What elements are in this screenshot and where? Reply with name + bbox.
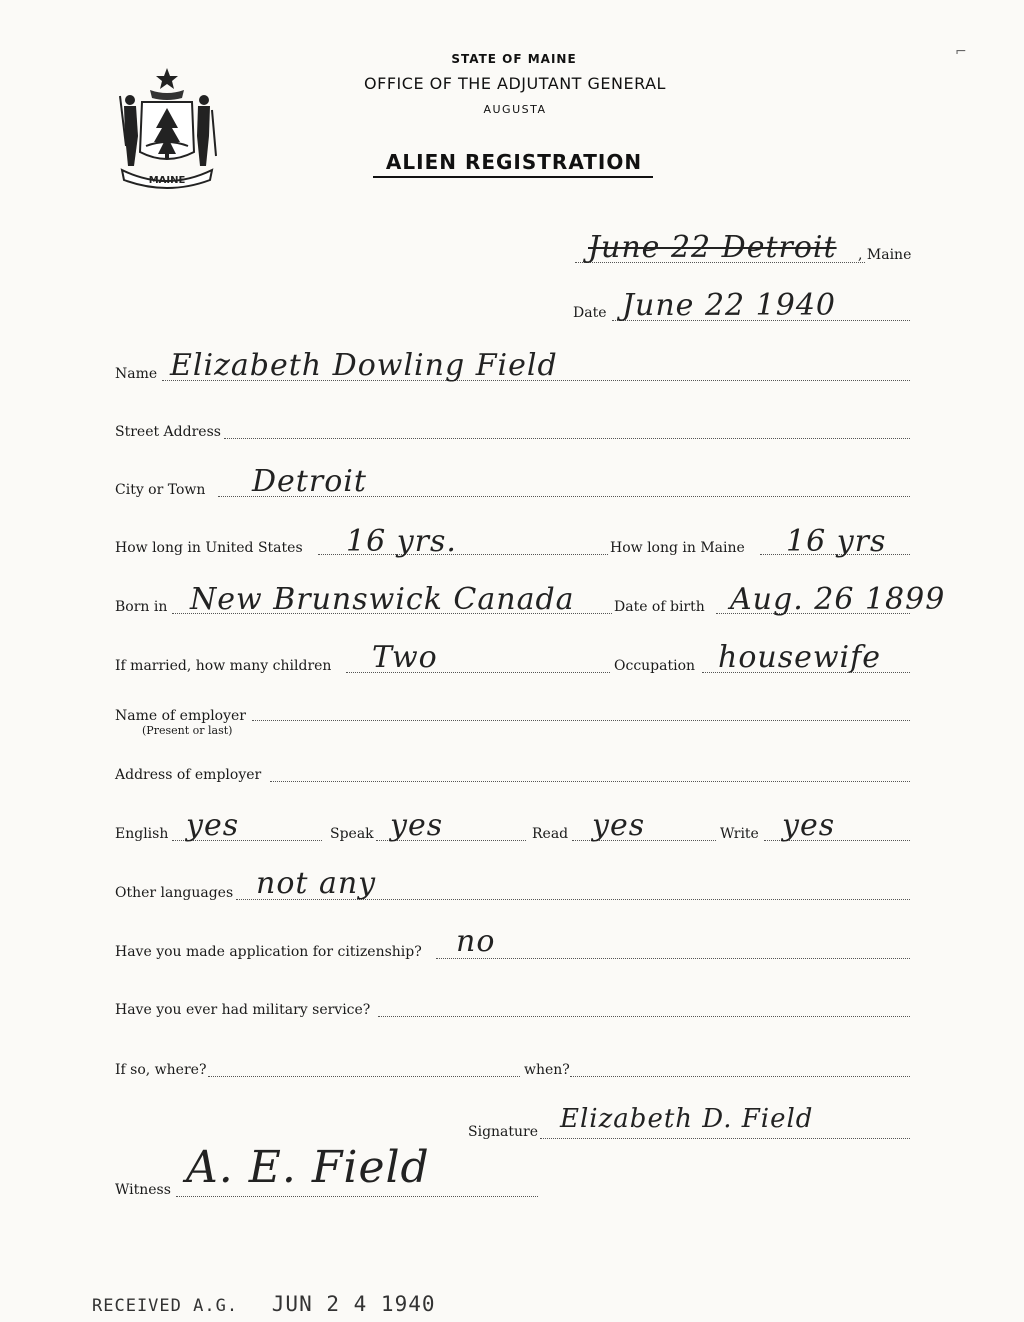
employer-line[interactable] [252,720,910,721]
witness-value[interactable]: A. E. Field [186,1142,430,1193]
employer-address-line[interactable] [270,781,910,782]
received-stamp [92,1292,436,1316]
when-line[interactable] [570,1076,910,1077]
citizenship-label: Have you made application for citizenship? [115,944,422,960]
write-label: Write [720,826,759,842]
other-languages-value[interactable]: not any [256,866,377,901]
maine-duration-value[interactable]: 16 yrs [786,524,887,559]
us-duration-label: How long in United States [115,540,303,556]
employer-address-label: Address of employer [115,767,262,783]
speak-label: Speak [330,826,374,842]
title-underline [373,176,653,178]
born-value[interactable]: New Brunswick Canada [190,582,575,617]
occupation-value[interactable]: housewife [718,640,881,675]
received-stamp-date: JUN 2 4 1940 [271,1292,436,1316]
dob-label: Date of birth [614,599,705,615]
maine-duration-label: How long in Maine [610,540,745,556]
state-heading: STATE OF MAINE [451,52,577,66]
where-label: If so, where? [115,1062,207,1078]
place-suffix: , Maine [858,247,912,263]
employer-label: Name of employer [115,708,246,724]
name-label: Name [115,366,158,382]
other-languages-label: Other languages [115,885,234,901]
children-value[interactable]: Two [372,640,438,675]
children-label: If married, how many children [115,658,332,674]
witness-label: Witness [115,1182,171,1198]
form-title: ALIEN REGISTRATION [385,150,643,174]
military-label: Have you ever had military service? [115,1002,371,1018]
citizenship-line [436,958,910,959]
seal-banner: MAINE [148,175,186,186]
received-stamp-text: RECEIVED A.G. [92,1296,239,1316]
signature-label: Signature [468,1124,539,1140]
street-label: Street Address [115,424,221,440]
speak-value[interactable]: yes [390,808,444,843]
place-handwritten[interactable]: June 22 Detroit [588,230,837,265]
english-value[interactable]: yes [186,808,240,843]
employer-note: (Present or last) [142,724,233,737]
city-value[interactable]: Detroit [252,464,367,499]
corner-mark: ⌐ [955,44,967,60]
witness-line [176,1196,538,1197]
name-value[interactable]: Elizabeth Dowling Field [170,348,558,383]
born-label: Born in [115,599,168,615]
read-label: Read [532,826,569,842]
date-label: Date [573,305,607,321]
street-line[interactable] [224,438,910,439]
occupation-label: Occupation [614,658,696,674]
citizenship-value[interactable]: no [456,924,496,959]
us-duration-value[interactable]: 16 yrs. [346,524,457,559]
military-line[interactable] [378,1016,910,1017]
read-value[interactable]: yes [592,808,646,843]
city-label: City or Town [115,482,206,498]
signature-line [540,1138,910,1139]
office-heading: OFFICE OF THE ADJUTANT GENERAL [364,74,666,93]
date-value[interactable]: June 22 1940 [622,288,837,323]
dob-value[interactable]: Aug. 26 1899 [730,582,946,617]
english-label: English [115,826,169,842]
when-label: when? [524,1062,570,1078]
signature-value[interactable]: Elizabeth D. Field [560,1104,814,1134]
write-value[interactable]: yes [782,808,836,843]
where-line[interactable] [208,1076,520,1077]
city-heading: AUGUSTA [483,103,547,116]
